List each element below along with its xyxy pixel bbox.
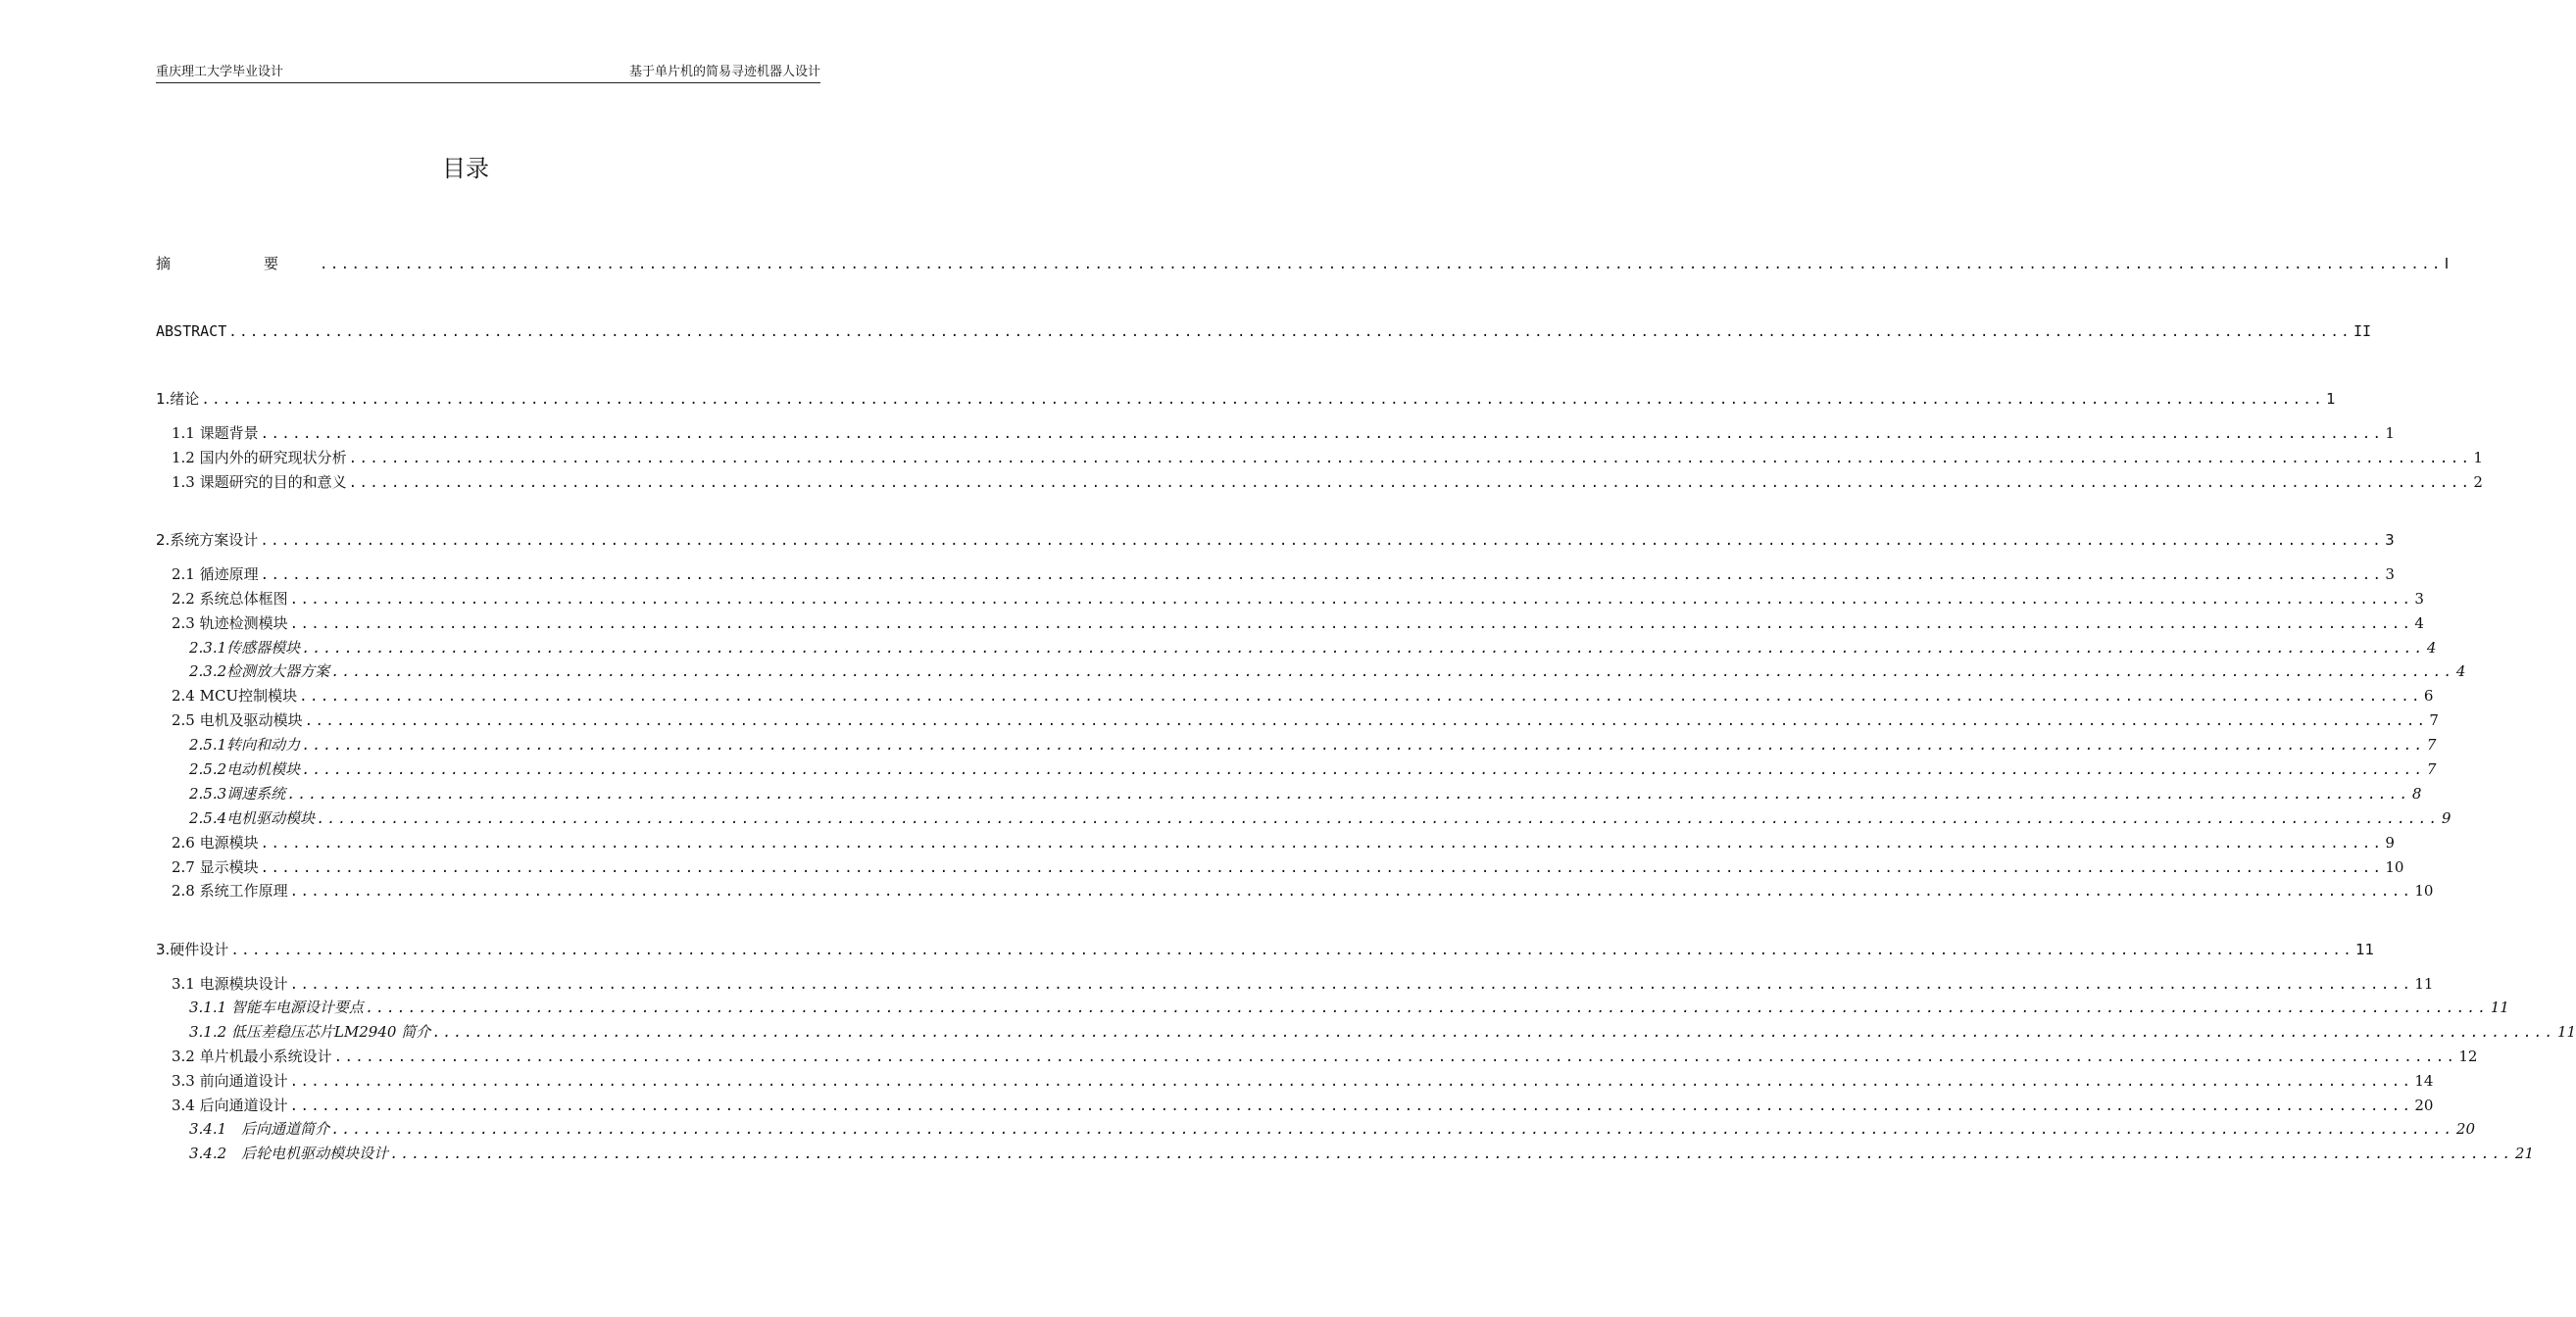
toc-entry[interactable]: [189, 807, 2452, 829]
toc-entry-label: 2.8 系统工作原理: [172, 882, 288, 900]
toc-entry-label: 3.1.2 低压差稳压芯片LM2940 简介: [189, 1023, 431, 1041]
toc-entry[interactable]: [189, 1143, 2535, 1164]
toc-leader-dots: ........................................................................................................................................................................................................: [289, 977, 2413, 993]
toc-leader-dots: ........................................................................................................................................................................................................: [228, 324, 2352, 340]
toc-leader-dots: ........................................................................................................................................................................................................: [302, 762, 2425, 778]
toc-leader-dots: ........................................................................................................................................................................................................: [432, 1025, 2555, 1041]
toc-entry-label: 1.3 课题研究的目的和意义: [172, 473, 347, 491]
toc-entry-label: 3.2 单片机最小系统设计: [172, 1048, 332, 1065]
toc-entry[interactable]: [172, 422, 2395, 444]
toc-leader-dots: ........................................................................................................................................................................................................: [320, 257, 2443, 272]
toc-entry[interactable]: [172, 612, 2424, 634]
toc-leader-dots: ........................................................................................................................................................................................................: [289, 884, 2413, 900]
toc-leader-dots: ........................................................................................................................................................................................................: [260, 567, 2384, 583]
toc-leader-dots: ........................................................................................................................................................................................................: [299, 689, 2422, 705]
toc-entry[interactable]: [156, 939, 2375, 960]
toc-entry-label: 2.5.4电机驱动模块: [189, 809, 316, 827]
toc-leader-dots: ........................................................................................................................................................................................................: [317, 811, 2440, 827]
toc-entry-page: 1: [2326, 390, 2336, 408]
toc-entry-page: 3: [2385, 565, 2395, 583]
toc-entry-page: 1: [2385, 424, 2395, 442]
toc-leader-dots: ........................................................................................................................................................................................................: [289, 592, 2413, 608]
toc-entry[interactable]: [172, 447, 2483, 468]
toc-entry-label: 1.2 国内外的研究现状分析: [172, 449, 347, 466]
header-left-text: 重庆理工大学毕业设计: [156, 65, 284, 79]
toc-entry[interactable]: [172, 709, 2439, 731]
toc-entry-page: 1: [2473, 449, 2483, 466]
toc-entry[interactable]: [189, 1118, 2476, 1140]
toc-entry-label: ABSTRACT: [156, 322, 227, 340]
toc-leader-dots: ........................................................................................................................................................................................................: [287, 787, 2410, 803]
toc-entry[interactable]: [189, 783, 2422, 805]
toc-entry-page: 9: [2385, 834, 2395, 852]
header-right-text: 基于单片机的简易寻迹机器人设计: [628, 65, 820, 79]
toc-entry-label: 2.5.2电动机模块: [189, 760, 301, 778]
toc-leader-dots: ........................................................................................................................................................................................................: [304, 713, 2428, 729]
toc-entry[interactable]: [189, 1021, 2576, 1043]
toc-entry-label: 3.1 电源模块设计: [172, 975, 288, 993]
toc-entry-page: 12: [2458, 1048, 2478, 1065]
toc-entry-page: 11: [2556, 1023, 2576, 1041]
toc-entry-label: 2.系统方案设计: [156, 531, 259, 549]
toc-entry-page: 11: [2414, 975, 2434, 993]
toc-entry[interactable]: [189, 660, 2466, 682]
toc-entry-page: 10: [2385, 858, 2404, 876]
toc-entry-page: 4: [2426, 639, 2437, 657]
toc-entry-page: 7: [2426, 736, 2437, 754]
toc-entry-page: 3: [2385, 531, 2395, 549]
toc-leader-dots: ........................................................................................................................................................................................................: [333, 1049, 2457, 1065]
toc-entry[interactable]: [172, 685, 2434, 707]
toc-entry-label: 2.7 显示模块: [172, 858, 259, 876]
toc-entry-page: 11: [2490, 999, 2509, 1016]
toc-entry-page: 9: [2441, 809, 2452, 827]
toc-entry-page: 10: [2414, 882, 2434, 900]
toc-entry-page: II: [2353, 322, 2372, 340]
toc-entry-label: 2.1 循迹原理: [172, 565, 259, 583]
toc-entry-label: 2.5 电机及驱动模块: [172, 711, 303, 729]
toc-entry-page: 20: [2455, 1120, 2476, 1138]
toc-entry[interactable]: [156, 388, 2336, 410]
toc-entry[interactable]: [172, 588, 2424, 610]
toc-entry-label: 2.5.3调速系统: [189, 785, 286, 803]
toc-entry-label: 2.5.1转向和动力: [189, 736, 301, 754]
toc-leader-dots: ........................................................................................................................................................................................................: [390, 1146, 2513, 1162]
toc-entry-label: 3.3 前向通道设计: [172, 1072, 288, 1090]
toc-entry[interactable]: [189, 734, 2437, 756]
toc-leader-dots: ........................................................................................................................................................................................................: [331, 664, 2454, 680]
toc-entry[interactable]: [156, 320, 2372, 342]
toc-entry-page: 14: [2414, 1072, 2434, 1090]
toc-leader-dots: ........................................................................................................................................................................................................: [260, 836, 2384, 852]
toc-entry[interactable]: [172, 1070, 2434, 1092]
toc-entry-page: 6: [2423, 687, 2434, 705]
toc-leader-dots: ........................................................................................................................................................................................................: [302, 738, 2425, 754]
toc-entry-label: 2.3.2检测放大器方案: [189, 662, 330, 680]
toc-entry[interactable]: [189, 758, 2437, 780]
toc-entry[interactable]: [172, 832, 2395, 854]
toc-entry[interactable]: [156, 529, 2395, 551]
toc-leader-dots: ........................................................................................................................................................................................................: [289, 616, 2413, 632]
toc-leader-dots: ........................................................................................................................................................................................................: [348, 475, 2472, 491]
toc-entry[interactable]: [189, 997, 2509, 1018]
toc-leader-dots: ........................................................................................................................................................................................................: [289, 1074, 2413, 1090]
toc-entry-page: 7: [2429, 711, 2439, 729]
toc-entry-page: 4: [2414, 614, 2424, 632]
toc-leader-dots: ........................................................................................................................................................................................................: [230, 943, 2354, 958]
toc-entry-page: 8: [2411, 785, 2422, 803]
toc-entry-label: 2.3 轨迹检测模块: [172, 614, 288, 632]
toc-leader-dots: ........................................................................................................................................................................................................: [260, 860, 2384, 876]
toc-leader-dots: ........................................................................................................................................................................................................: [365, 1000, 2489, 1016]
toc-entry-page: 7: [2426, 760, 2437, 778]
toc-entry-page: I: [2444, 255, 2450, 272]
toc-entry-label: 2.6 电源模块: [172, 834, 259, 852]
toc-entry-label: 3.1.1 智能车电源设计要点: [189, 999, 364, 1016]
toc-leader-dots: ........................................................................................................................................................................................................: [260, 426, 2384, 442]
toc-leader-dots: ........................................................................................................................................................................................................: [201, 392, 2325, 408]
toc-entry-label: 2.2 系统总体框图: [172, 590, 288, 608]
toc-entry-page: 20: [2414, 1097, 2434, 1114]
toc-leader-dots: ........................................................................................................................................................................................................: [260, 533, 2384, 549]
toc-entry-label: 3.硬件设计: [156, 941, 229, 958]
toc-entry-label: 2.3.1传感器模块: [189, 639, 301, 657]
toc-entry-label: 摘 要: [156, 255, 319, 272]
toc-leader-dots: ........................................................................................................................................................................................................: [348, 451, 2472, 466]
toc-entry[interactable]: [172, 880, 2434, 902]
toc-leader-dots: ........................................................................................................................................................................................................: [302, 641, 2425, 657]
page-title: 目录: [442, 155, 489, 182]
toc-entry-page: 11: [2355, 941, 2375, 958]
toc-leader-dots: ........................................................................................................................................................................................................: [289, 1098, 2413, 1114]
toc-entry[interactable]: [156, 253, 2450, 274]
toc-entry[interactable]: [172, 1046, 2478, 1067]
toc-entry-page: 3: [2414, 590, 2424, 608]
toc-leader-dots: ........................................................................................................................................................................................................: [331, 1122, 2454, 1138]
toc-entry-page: 4: [2455, 662, 2466, 680]
toc-entry-label: 3.4 后向通道设计: [172, 1097, 288, 1114]
page-header: [156, 63, 820, 83]
toc-entry[interactable]: [172, 563, 2395, 585]
toc-entry-label: 2.4 MCU控制模块: [172, 687, 298, 705]
toc-entry-label: 1.1 课题背景: [172, 424, 259, 442]
toc-entry[interactable]: [172, 856, 2404, 878]
toc-entry-label: 1.绪论: [156, 390, 200, 408]
toc-entry-label: 3.4.2 后轮电机驱动模块设计: [189, 1145, 389, 1162]
toc-entry[interactable]: [172, 471, 2483, 493]
toc-entry[interactable]: [172, 973, 2434, 995]
toc-entry-page: 21: [2514, 1145, 2535, 1162]
toc-entry-label: 3.4.1 后向通道简介: [189, 1120, 330, 1138]
toc-entry[interactable]: [189, 637, 2437, 658]
toc-entry-page: 2: [2473, 473, 2483, 491]
toc-entry[interactable]: [172, 1095, 2434, 1116]
